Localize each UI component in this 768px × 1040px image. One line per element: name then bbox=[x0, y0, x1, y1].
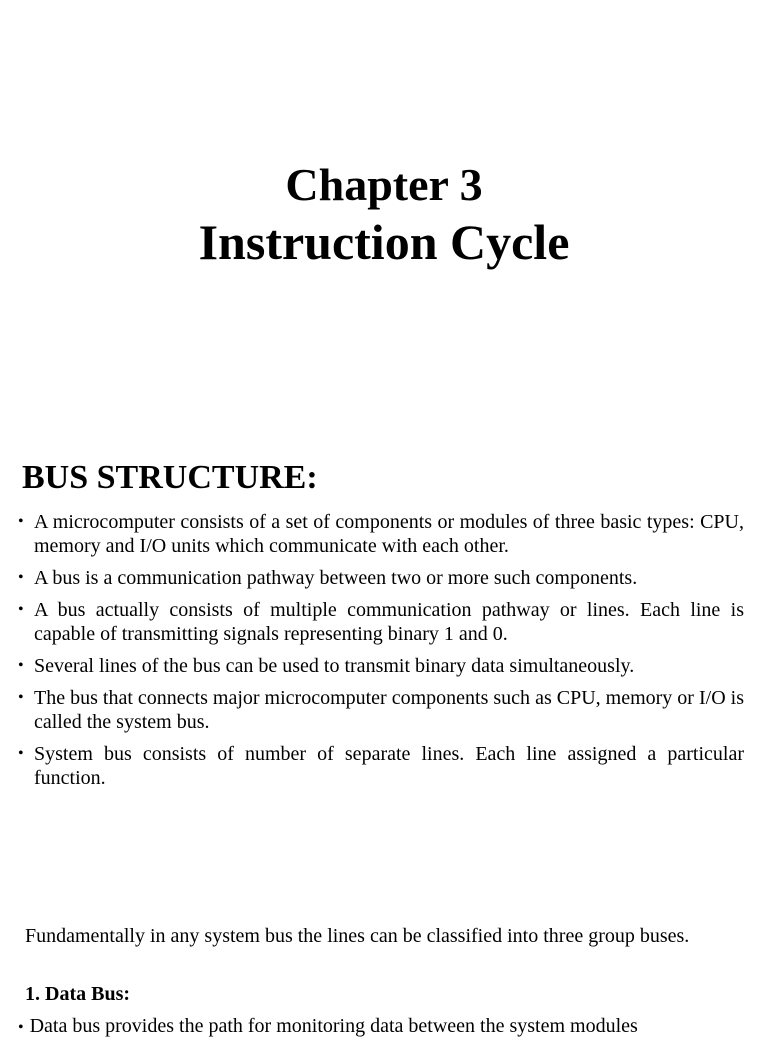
bullet-text: Several lines of the bus can be used to transmit binary data simultaneously. bbox=[34, 655, 635, 677]
bullet-dot-icon: • bbox=[18, 689, 24, 706]
bullet-dot-icon: • bbox=[18, 1019, 24, 1036]
section-heading: BUS STRUCTURE: bbox=[22, 459, 318, 496]
bullet-text: A bus is a communication pathway between two or more such components. bbox=[34, 567, 638, 589]
partial-bullet bbox=[18, 1014, 758, 1040]
slide-bus-structure bbox=[0, 432, 768, 864]
slide-title-text: Instruction Cycle bbox=[198, 214, 570, 270]
intro-paragraph: Fundamentally in any system bus the lines can be classified into three group buses. bbox=[25, 925, 690, 947]
bullet-dot-icon: • bbox=[18, 657, 24, 674]
bullet-item bbox=[18, 510, 744, 558]
partial-bullet-text: Data bus provides the path for monitoring data between the system modules bbox=[29, 1015, 638, 1037]
bullet-text: A bus actually consists of multiple communication pathway or lines. Each line is capable of transmitting signals representing binary 1 and 0. bbox=[34, 599, 744, 645]
slide-bus-groups bbox=[0, 864, 768, 1037]
title-block bbox=[0, 158, 768, 272]
slide-title bbox=[0, 0, 768, 432]
bullet-list bbox=[18, 510, 744, 798]
bullet-item bbox=[18, 566, 744, 590]
bullet-item bbox=[18, 742, 744, 790]
data-bus-heading: 1. Data Bus: bbox=[25, 983, 131, 1005]
bullet-dot-icon: • bbox=[18, 601, 24, 618]
bullet-dot-icon: • bbox=[18, 569, 24, 586]
bullet-text: The bus that connects major microcomputer components such as CPU, memory or I/O is called the system bus. bbox=[34, 687, 744, 733]
bullet-item bbox=[18, 686, 744, 734]
bullet-item bbox=[18, 598, 744, 646]
bullet-item bbox=[18, 654, 744, 678]
bullet-text: A microcomputer consists of a set of components or modules of three basic types: CPU, memory and I/O units which communicate with each other. bbox=[34, 511, 744, 557]
bullet-dot-icon: • bbox=[18, 745, 24, 762]
chapter-label: Chapter 3 bbox=[285, 159, 483, 210]
bullet-dot-icon: • bbox=[18, 513, 24, 530]
bullet-text: System bus consists of number of separate lines. Each line assigned a particular function. bbox=[34, 743, 744, 789]
